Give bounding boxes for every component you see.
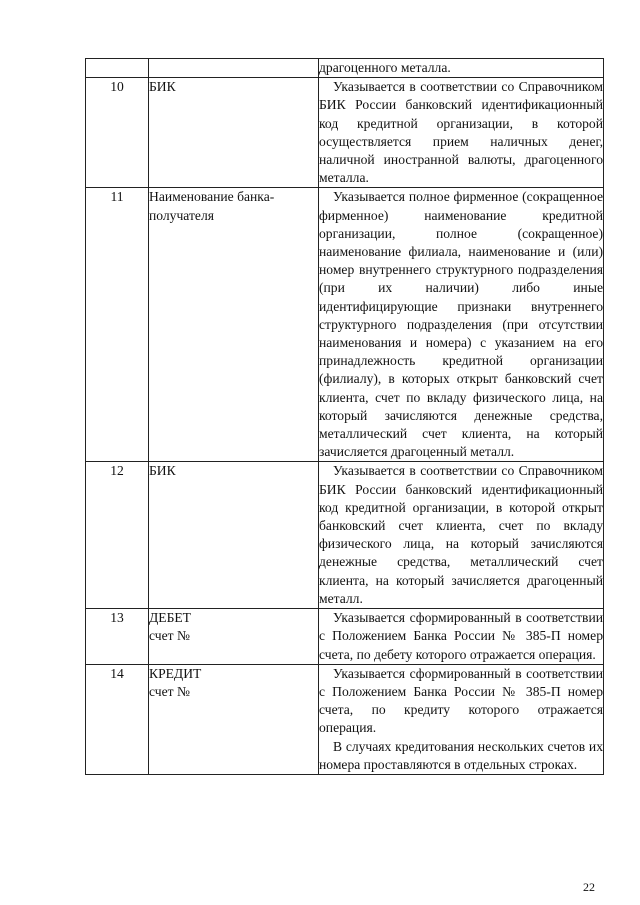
description-paragraph: Указывается сформированный в соответствии с Положением Банка России № 385-П номер счета, по дебету которого отражается операция. <box>319 610 603 662</box>
table-row <box>86 188 604 462</box>
field-description <box>319 78 604 188</box>
description-paragraph: Указывается сформированный в соответствии с Положением Банка России № 385-П номер счета, по кредиту которого отражается операция. <box>319 665 603 736</box>
field-name-line: БИК <box>149 463 176 479</box>
row-number: 10 <box>86 78 149 188</box>
row-number: 14 <box>86 664 149 774</box>
row-number: 12 <box>86 462 149 609</box>
field-description <box>319 59 604 78</box>
table-row <box>86 462 604 609</box>
field-name-line: счет № <box>149 628 190 644</box>
table-row <box>86 78 604 188</box>
row-number: 11 <box>86 188 149 462</box>
field-name <box>149 59 319 78</box>
field-name-line: КРЕДИТ <box>149 665 202 681</box>
description-paragraph: В случаях кредитования нескольких счетов их номера проставляются в отдельных строках. <box>319 738 603 772</box>
field-name <box>149 462 319 609</box>
table-row <box>86 59 604 78</box>
table-body <box>86 59 604 775</box>
table-row <box>86 664 604 774</box>
field-name-line: Наименование банка- <box>149 189 275 205</box>
field-name-line: счет № <box>149 683 190 699</box>
field-description <box>319 188 604 462</box>
description-paragraph: драгоценного металла. <box>319 60 451 75</box>
form-fields-table <box>85 58 604 775</box>
row-number: 13 <box>86 609 149 665</box>
page-number: 22 <box>583 880 595 894</box>
field-name-line: ДЕБЕТ <box>149 610 191 626</box>
field-description <box>319 462 604 609</box>
field-name-line: БИК <box>149 79 176 95</box>
field-name-line: получателя <box>149 207 215 223</box>
table-row <box>86 609 604 665</box>
field-name <box>149 188 319 462</box>
description-paragraph: Указывается в соответствии со Справочником БИК России банковский идентификационный код кредитной организации, в которой открыт банковский счет клиента, счет по вкладу физического лица, на который зачисляются денежные средства, металлический счет клиента, на который зачисляется драгоценный металл. <box>319 463 603 606</box>
field-description <box>319 609 604 665</box>
description-paragraph: Указывается полное фирменное (сокращенное фирменное) наименование кредитной организации, полное (сокращенное) наименование филиала, наименование и (или) номер внутреннего структурного подразделения (при их наличии) либо иные идентифицирующие признаки внутреннего структурного подразделения (при отсутствии наименования и номера) с указанием на его принадлежность кредитной организации (филиалу), в которых открыт банковский счет клиента, счет по вкладу физического лица, на который зачисляются денежные средства, металлический счет клиента, на который зачисляется драгоценный металл. <box>319 189 603 460</box>
description-paragraph: Указывается в соответствии со Справочником БИК России банковский идентификационный код кредитной организации, в которой осуществляется прием наличных денег, наличной иностранной валюты, драгоценного металла. <box>319 79 603 186</box>
field-name <box>149 609 319 665</box>
field-description <box>319 664 604 774</box>
field-name <box>149 78 319 188</box>
field-name <box>149 664 319 774</box>
row-number <box>86 59 149 78</box>
